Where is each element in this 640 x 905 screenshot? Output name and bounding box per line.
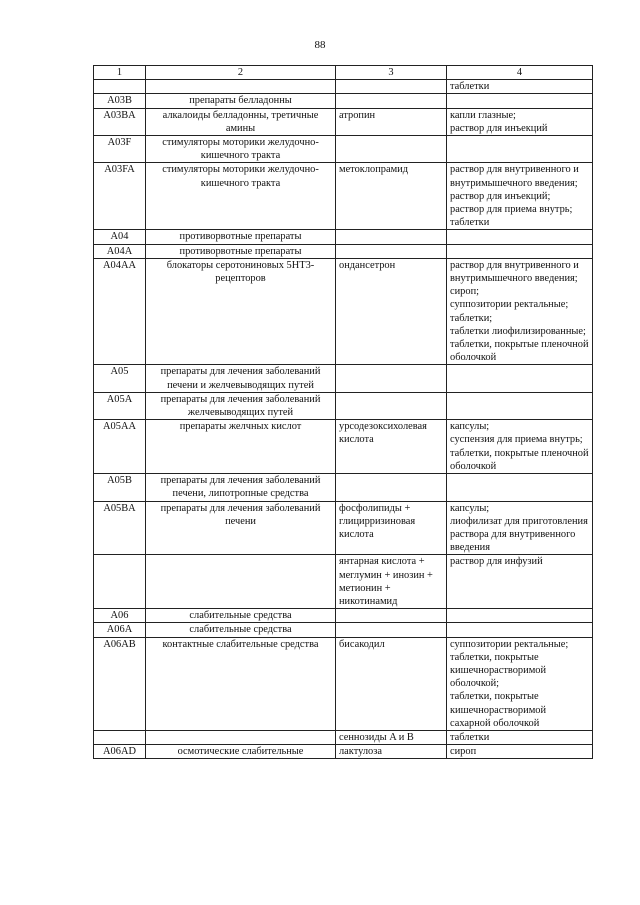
atc-code-cell: A03B	[94, 94, 146, 108]
atc-code-cell: A06A	[94, 623, 146, 637]
atc-code-cell: A03F	[94, 136, 146, 163]
group-name-cell: препараты для лечения заболеваний желчевыводящих путей	[146, 392, 336, 419]
dosage-forms-cell	[447, 420, 593, 474]
drug-name-cell	[336, 230, 447, 244]
drug-name-cell	[336, 623, 447, 637]
drug-name-cell: ондансетрон	[336, 258, 447, 365]
dosage-form-item: суспензия для приема внутрь;	[450, 434, 583, 446]
atc-code-cell: A05AA	[94, 420, 146, 474]
dosage-forms-cell	[447, 745, 593, 759]
dosage-form-item: сироп	[450, 746, 477, 758]
atc-code-cell: A06	[94, 609, 146, 623]
group-name-cell: контактные слабительные средства	[146, 637, 336, 730]
drug-name-cell	[336, 474, 447, 501]
dosage-forms-cell	[447, 258, 593, 365]
atc-code-cell: A03FA	[94, 163, 146, 230]
table-row	[94, 230, 593, 244]
dosage-form-item: раствор для инфузий	[450, 556, 543, 568]
dosage-forms-cell	[447, 244, 593, 258]
atc-code-cell: A05BA	[94, 501, 146, 555]
table-row	[94, 108, 593, 135]
group-name-cell	[146, 730, 336, 744]
dosage-form-item: таблетки, покрытые кишечнорастворимой сахарной оболочкой	[450, 691, 547, 729]
table-row	[94, 163, 593, 230]
group-name-cell: стимуляторы моторики желудочно-кишечного тракта	[146, 163, 336, 230]
dosage-forms-cell	[447, 392, 593, 419]
dosage-forms-cell	[447, 365, 593, 392]
table-row	[94, 258, 593, 365]
drug-name-cell: урсодезоксихолевая кислота	[336, 420, 447, 474]
page-number: 88	[314, 39, 326, 51]
header-cell-forms: 4	[447, 66, 593, 80]
table-row	[94, 555, 593, 609]
group-name-cell: препараты для лечения заболеваний печени и желчевыводящих путей	[146, 365, 336, 392]
dosage-form-item: таблетки	[450, 217, 490, 229]
drug-name-cell	[336, 136, 447, 163]
atc-code-cell: A05	[94, 365, 146, 392]
dosage-forms-cell	[447, 555, 593, 609]
dosage-forms-cell	[447, 474, 593, 501]
dosage-forms-cell	[447, 730, 593, 744]
dosage-forms-cell	[447, 501, 593, 555]
drug-name-cell	[336, 244, 447, 258]
dosage-form-item: раствор для внутривенного и внутримышечного введения;	[450, 259, 579, 285]
group-name-cell: препараты желчных кислот	[146, 420, 336, 474]
dosage-forms-cell	[447, 108, 593, 135]
table-row	[94, 136, 593, 163]
table-row	[94, 392, 593, 419]
dosage-form-item: таблетки лиофилизированные;	[450, 325, 586, 337]
dosage-forms-cell	[447, 637, 593, 730]
atc-code-cell	[94, 555, 146, 609]
atc-code-cell: A06AB	[94, 637, 146, 730]
drug-name-cell: атропин	[336, 108, 447, 135]
table-row	[94, 730, 593, 744]
table-body	[94, 80, 593, 759]
dosage-form-item: капли глазные;	[450, 109, 516, 121]
dosage-form-item: раствор для приема внутрь;	[450, 204, 573, 216]
drug-name-cell: янтарная кислота + меглумин + инозин + метионин + никотинамид	[336, 555, 447, 609]
atc-code-cell: A05A	[94, 392, 146, 419]
header-cell-group: 2	[146, 66, 336, 80]
dosage-form-item: капсулы;	[450, 421, 490, 433]
group-name-cell: блокаторы серотониновых 5НТ3-рецепторов	[146, 258, 336, 365]
dosage-form-item: таблетки	[450, 731, 490, 743]
atc-code-cell	[94, 730, 146, 744]
table-row	[94, 244, 593, 258]
drug-name-cell	[336, 80, 447, 94]
group-name-cell: препараты для лечения заболеваний печени	[146, 501, 336, 555]
dosage-forms-cell	[447, 136, 593, 163]
dosage-forms-cell	[447, 230, 593, 244]
group-name-cell: препараты белладонны	[146, 94, 336, 108]
group-name-cell: противорвотные препараты	[146, 244, 336, 258]
table-row	[94, 637, 593, 730]
drug-name-cell: бисакодил	[336, 637, 447, 730]
dosage-form-item: сироп;	[450, 286, 480, 298]
table-row	[94, 365, 593, 392]
drug-name-cell: сеннозиды A и B	[336, 730, 447, 744]
dosage-forms-cell	[447, 609, 593, 623]
table-row	[94, 623, 593, 637]
table-row	[94, 609, 593, 623]
drug-name-cell	[336, 365, 447, 392]
drug-name-cell: лактулоза	[336, 745, 447, 759]
table-header-row	[94, 66, 593, 80]
table-row	[94, 745, 593, 759]
group-name-cell: алкалоиды белладонны, третичные амины	[146, 108, 336, 135]
drug-name-cell: метоклопрамид	[336, 163, 447, 230]
drug-table	[93, 65, 593, 759]
atc-code-cell: A06AD	[94, 745, 146, 759]
dosage-form-item: таблетки, покрытые пленочной оболочкой	[450, 339, 589, 364]
atc-code-cell: A03BA	[94, 108, 146, 135]
dosage-forms-cell	[447, 623, 593, 637]
table-row	[94, 80, 593, 94]
dosage-form-item: капсулы;	[450, 502, 490, 514]
group-name-cell: противорвотные препараты	[146, 230, 336, 244]
atc-code-cell: A04A	[94, 244, 146, 258]
dosage-form-item: таблетки, покрытые кишечнорастворимой оболочкой;	[450, 651, 547, 690]
dosage-form-item: раствор для инъекций;	[450, 190, 551, 202]
atc-code-cell: A05B	[94, 474, 146, 501]
atc-code-cell: A04	[94, 230, 146, 244]
group-name-cell: препараты для лечения заболеваний печени, липотропные средства	[146, 474, 336, 501]
table-row	[94, 474, 593, 501]
group-name-cell: слабительные средства	[146, 609, 336, 623]
dosage-form-item: раствор для инъекций	[450, 122, 548, 134]
group-name-cell	[146, 555, 336, 609]
dosage-form-item: таблетки	[450, 81, 490, 93]
dosage-forms-cell	[447, 163, 593, 230]
drug-name-cell: фосфолипиды + глицирризиновая кислота	[336, 501, 447, 555]
drug-name-cell	[336, 94, 447, 108]
header-cell-code: 1	[94, 66, 146, 80]
dosage-form-item: лиофилизат для приготовления раствора для внутривенного введения	[450, 515, 588, 554]
group-name-cell	[146, 80, 336, 94]
table-row	[94, 420, 593, 474]
table-row	[94, 94, 593, 108]
group-name-cell: стимуляторы моторики желудочно-кишечного тракта	[146, 136, 336, 163]
atc-code-cell	[94, 80, 146, 94]
drug-name-cell	[336, 609, 447, 623]
dosage-form-item: таблетки;	[450, 312, 493, 324]
dosage-form-item: раствор для внутривенного и внутримышечного введения;	[450, 164, 579, 189]
drug-name-cell	[336, 392, 447, 419]
group-name-cell: слабительные средства	[146, 623, 336, 637]
header-cell-drug: 3	[336, 66, 447, 80]
table-row	[94, 501, 593, 555]
atc-code-cell: A04AA	[94, 258, 146, 365]
group-name-cell: осмотические слабительные	[146, 745, 336, 759]
dosage-forms-cell	[447, 80, 593, 94]
dosage-forms-cell	[447, 94, 593, 108]
dosage-form-item: суппозитории ректальные;	[450, 299, 569, 311]
dosage-form-item: суппозитории ректальные;	[450, 638, 569, 650]
dosage-form-item: таблетки, покрытые пленочной оболочкой	[450, 447, 589, 472]
